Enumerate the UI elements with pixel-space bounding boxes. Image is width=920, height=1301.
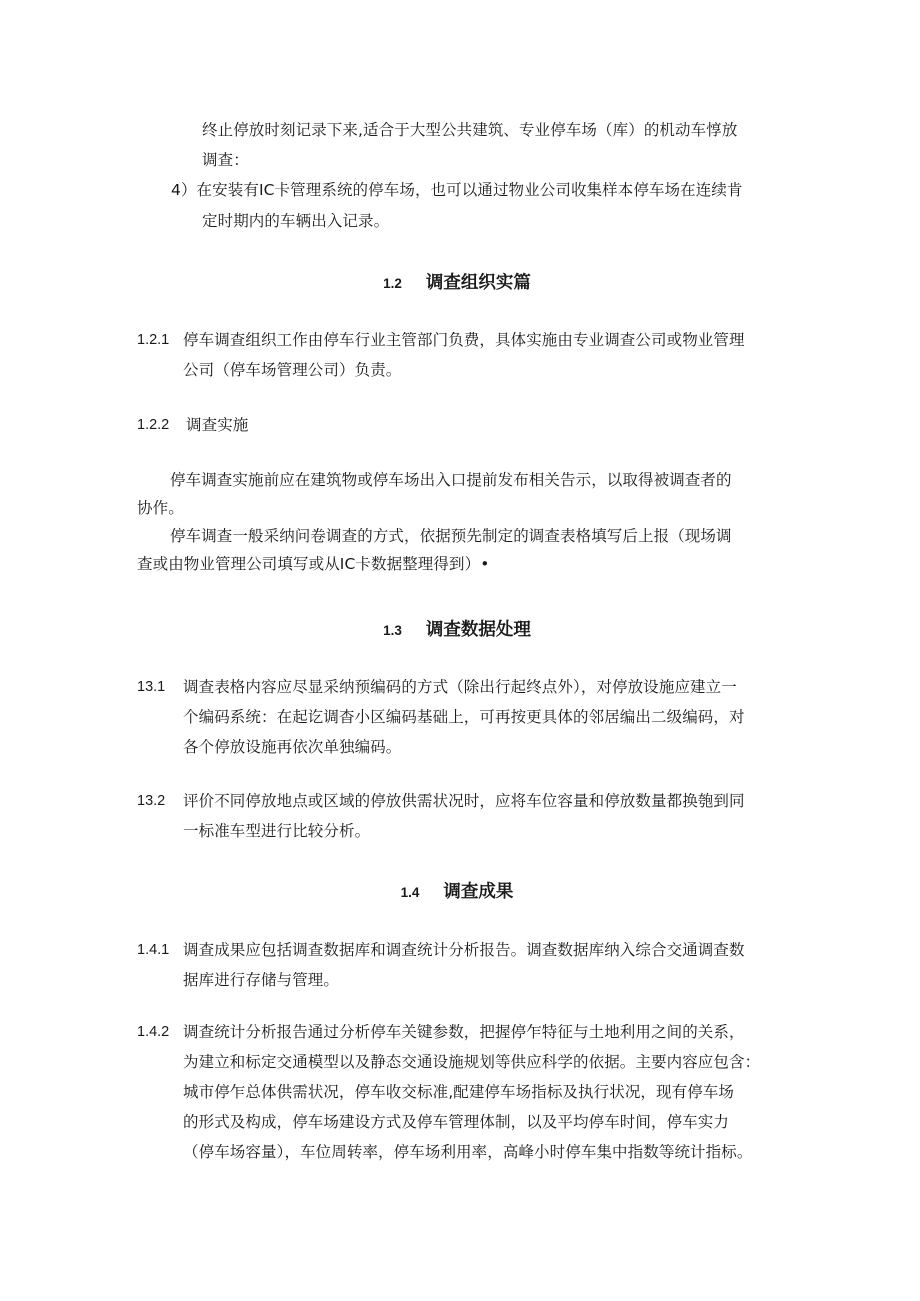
clause-1-4-1-line: 调查成果应包括调查数据库和调查统计分析报告。调查数据库纳入综合交通调查数 — [183, 941, 745, 959]
intro-line: 终止停放时刻记录下来,适合于大型公共建筑、专业停车场（库）的机动车惇放 — [202, 121, 738, 139]
clause-1-4-2-line: 为建立和标定交通模型以及静态交通设施规划等供应科学的依据。主要内容应包含： — [183, 1053, 761, 1071]
clause-1-3-2-line: 一标准车型进行比较分析。 — [183, 822, 371, 840]
clause-1-3-1-line: 各个停放设施再依次单独编码。 — [183, 738, 402, 756]
clause-1-2-1-line: 公司（停车场管理公司）负责。 — [183, 361, 402, 379]
paragraph-line: 查或由物业管理公司填写或从IC卡数据整理得到）• — [137, 555, 490, 573]
section-heading-1-4 — [0, 877, 920, 908]
clause-1-4-2-line: 调查统计分析报告通过分析停车关键参数，把握停乍特征与土地利用之间的关系， — [183, 1023, 745, 1041]
clause-number-1-3-2: 13.2 — [137, 793, 166, 809]
section-heading-1-2 — [0, 268, 920, 299]
clause-1-4-2-line: （停车场容量），车位周转率，停车场利用率，高峰小时停车集中指数等统计指标。 — [183, 1143, 753, 1161]
paragraph-line: 停车调查一般采纳问卷调查的方式，依据预先制定的调查表格填写后上报（现场调 — [170, 527, 732, 545]
clause-1-2-1-line: 停车调查组织工作由停车行业主管部门负费，具体实施由专业调查公司或物业管理 — [183, 331, 745, 349]
clause-number-1-2-1: 1.2.1 — [137, 332, 170, 348]
clause-number-1-2-2: 1.2.2 — [137, 417, 170, 433]
section-title: 调查成果 — [443, 882, 514, 902]
paragraph-line: 停车调查实施前应在建筑物或停车场出入口提前发布相关告示，以取得被调查者的 — [170, 471, 732, 489]
section-title: 调查数据处理 — [425, 620, 531, 640]
list-item-4-continuation: 定时期内的车辆出入记录。 — [202, 212, 390, 230]
clause-number-1-3-1: 13.1 — [137, 679, 166, 695]
clause-number-1-4-1: 1.4.1 — [137, 942, 170, 958]
clause-1-4-2-line: 的形式及构成，停车场建设方式及停车管理体制，以及平均停车时间，停车实力 — [183, 1113, 730, 1131]
section-heading-1-3 — [0, 615, 920, 646]
list-item-4: 4）在安装有IC卡管理系统的停车场，也可以通过物业公司收集样本停车场在连续肯 — [171, 181, 743, 199]
clause-1-4-2-line: 城市停乍总体供需状况，停车收交标准,配建停车场指标及执行状况，现有停车场 — [183, 1083, 735, 1101]
clause-1-4-1-line: 据库进行存储与管理。 — [183, 971, 340, 989]
clause-1-3-1-line: 调查表格内容应尽显采纳预编码的方式（除出行起终点外），对停放设施应建立一 — [183, 678, 737, 696]
section-number: 1.2 — [383, 276, 402, 291]
intro-line: 调查： — [202, 151, 249, 169]
paragraph-line: 协作。 — [137, 499, 184, 517]
clause-1-2-2-title: 调查实施 — [186, 416, 249, 434]
section-number: 1.3 — [383, 623, 402, 638]
clause-1-3-2-line: 评价不同停放地点或区域的停放供需状况时，应将车位容量和停放数量都换匏到同 — [183, 792, 745, 810]
clause-1-3-1-line: 个编码系统：在起讫调杳小区编码基础上，可再按更具体的邻居编出二级编码，对 — [183, 708, 745, 726]
section-number: 1.4 — [400, 885, 420, 900]
section-title: 调查组织实篇 — [425, 273, 531, 293]
clause-number-1-4-2: 1.4.2 — [137, 1024, 170, 1040]
